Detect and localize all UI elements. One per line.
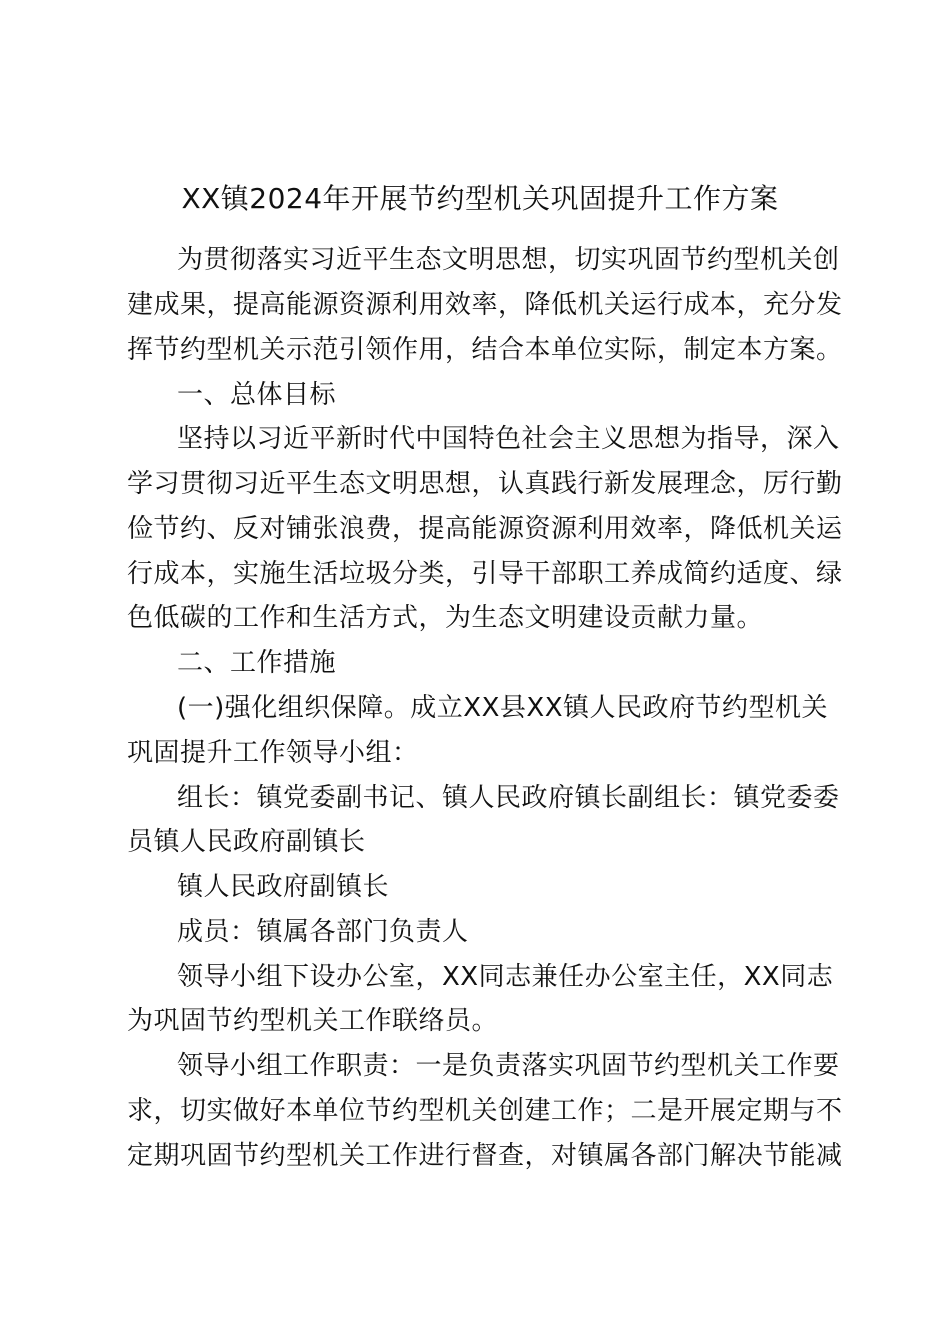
paragraph-line: 挥节约型机关示范引领作用，结合本单位实际，制定本方案。 — [127, 335, 843, 365]
paragraph-line: 建成果，提高能源资源利用效率，降低机关运行成本，充分发 — [127, 290, 843, 320]
paragraph-line: 领导小组下设办公室，XX同志兼任办公室主任，XX同志 — [177, 962, 834, 992]
paragraph-line: 领导小组工作职责：一是负责落实巩固节约型机关工作要 — [177, 1051, 840, 1081]
paragraph-line: (一)强化组织保障。成立XX县XX镇人民政府节约型机关 — [177, 693, 829, 723]
paragraph-line: 坚持以习近平新时代中国特色社会主义思想为指导，深入 — [177, 424, 840, 454]
paragraph-line: 巩固提升工作领导小组： — [127, 738, 419, 768]
paragraph-line: 为贯彻落实习近平生态文明思想，切实巩固节约型机关创 — [177, 245, 840, 275]
section-heading: 一、总体目标 — [177, 380, 337, 410]
paragraph-line: 学习贯彻习近平生态文明思想，认真践行新发展理念，厉行勤 — [127, 469, 843, 499]
paragraph-line: 行成本，实施生活垃圾分类，引导干部职工养成简约适度、绿 — [127, 559, 843, 589]
document-title: XX镇2024年开展节约型机关巩固提升工作方案 — [181, 182, 779, 215]
paragraph-line: 镇人民政府副镇长 — [177, 872, 390, 902]
paragraph-line: 色低碳的工作和生活方式，为生态文明建设贡献力量。 — [127, 603, 764, 633]
paragraph-line: 为巩固节约型机关工作联络员。 — [127, 1006, 499, 1036]
section-heading: 二、工作措施 — [177, 648, 337, 678]
paragraph-line: 俭节约、反对铺张浪费，提高能源资源利用效率，降低机关运 — [127, 514, 843, 544]
paragraph-line: 求，切实做好本单位节约型机关创建工作；二是开展定期与不 — [127, 1096, 843, 1126]
paragraph-line: 员镇人民政府副镇长 — [127, 827, 366, 857]
paragraph-line: 定期巩固节约型机关工作进行督查，对镇属各部门解决节能减 — [127, 1141, 843, 1171]
paragraph-line: 组长：镇党委副书记、镇人民政府镇长副组长：镇党委委 — [177, 783, 840, 813]
paragraph-line: 成员：镇属各部门负责人 — [177, 917, 469, 947]
